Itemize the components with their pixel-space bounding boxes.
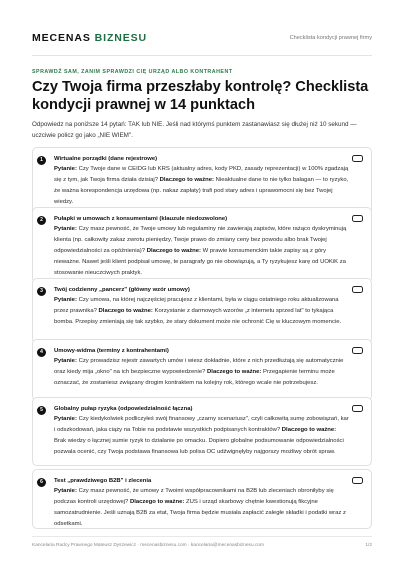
item-checkbox[interactable] <box>352 155 363 162</box>
item-why: Nieaktualne dane to nie tylko bałagan — to ryzyko, że ważna korespondencja urzędowa (np. nakaz zapłaty) trafi pod stary adres i uprawomocni się bez Twojej wiedzy. <box>54 177 349 206</box>
brand-name-second: BIZNESU <box>94 32 148 44</box>
item-title: Test „prawdziwego B2B" i zlecenia <box>54 478 152 484</box>
item-why: Przegapienie terminu może oznaczać, że zostaniesz związany drogim kontraktem na kolejny rok, którego wcale nie potrzebujesz. <box>54 369 335 387</box>
item-title: Umowy-widma (terminy z kontrahentami) <box>54 348 169 354</box>
item-text <box>54 486 349 530</box>
question-label: Pytanie: <box>54 226 77 232</box>
item-question: Czy prowadzisz rejestr zawartych umów i wiesz dokładnie, które z nich przedłużają się automatycznie oraz kiedy mija „okno" na ich bezpieczne wypowiedzenie? <box>54 358 344 376</box>
question-label: Pytanie: <box>54 358 77 364</box>
item-checkbox[interactable] <box>352 286 363 293</box>
item-number-badge: 6 <box>37 478 46 487</box>
lead-paragraph: Odpowiedz na poniższe 14 pytań: TAK lub NIE. Jeśli nad którymś punktem zastanawiasz się dłużej niż 10 sekund — uczciwie policz go jako „NIE WIEM". <box>32 121 357 139</box>
page-number: 1/2 <box>365 543 372 548</box>
item-question: Czy masz pewność, że umowy z Twoimi współpracownikami na B2B lub zleceniach obroniłyby się podczas kontroli urzędowej? <box>54 488 334 506</box>
item-title: Wirtualne porządki (dane rejestrowe) <box>54 156 158 162</box>
item-number-badge: 5 <box>37 406 46 415</box>
item-number-badge: 2 <box>37 216 46 225</box>
page-header <box>32 32 372 50</box>
checklist-item <box>32 207 372 283</box>
header-document-label: Checklista kondycji prawnej firmy <box>289 35 372 41</box>
item-text <box>54 164 349 208</box>
item-text <box>54 295 349 328</box>
header-divider <box>32 55 372 56</box>
item-why: ZUS i urząd skarbowy chętnie kwestionują fikcyjne samozatrudnienie. Jeśli uznają B2B za etat, Twoja firma będzie musiała zapłacić zaległe składki i podatki wraz z odsetkami. <box>54 499 346 528</box>
item-checkbox[interactable] <box>352 215 363 222</box>
question-label: Pytanie: <box>54 416 77 422</box>
checklist-item <box>32 278 372 344</box>
item-question: Czy Twoje dane w CEIDG lub KRS (aktualny adres, kody PKD, zasady reprezentacji) w 100% zgadzają się z tym, jak Twoja firma działa dzisiaj? <box>54 166 349 184</box>
why-label: Dlaczego to ważne: <box>129 499 185 506</box>
item-why: W prawie konsumenckim takie zapisy są z góry nieważne. Nawet jeśli klient podpisał umowę, te paragrafy go nie obowiązują, a Ty ryzykujesz karę od UOKiK za stosowanie nieuczciwych praktyk. <box>54 248 346 277</box>
item-number-badge: 1 <box>37 156 46 165</box>
item-title: Pułapki w umowach z konsumentami (klauzule niedozwolone) <box>54 216 228 222</box>
brand-name-first: MECENAS <box>32 32 91 44</box>
checklist-item <box>32 339 372 401</box>
item-text <box>54 414 349 458</box>
question-label: Pytanie: <box>54 166 77 172</box>
checklist-item <box>32 469 372 529</box>
footer-divider <box>32 536 372 537</box>
eyebrow-text: SPRAWDŹ SAM, ZANIM SPRAWDZI CIĘ URZĄD ALBO KONTRAHENT <box>32 69 233 75</box>
why-label: Dlaczego to ważne: <box>159 177 214 184</box>
item-why: Brak wiedzy o łącznej sumie ryzyk to działanie po omacku. Dopiero globalne podsumowanie odpowiedzialności pozwala ocenić, czy Twoja podstawa finansowa lub polisa OC udźwignęłyby najgorszy możliwy obrót spraw. <box>54 438 344 456</box>
question-label: Pytanie: <box>54 488 77 494</box>
item-question: Czy masz pewność, że Twoje umowy lub regulaminy nie zawierają zapisów, które rażąco dyskryminują klienta (np. całkowity zakaz zwrotu pieniędzy, Twoje prawo do zmiany ceny bez powodu albo brak Twojej odpowiedzialności za opóźnienia)? <box>54 226 347 255</box>
brand-logo <box>32 32 147 44</box>
item-checkbox[interactable] <box>352 405 363 412</box>
item-question: Czy umowa, na której najczęściej pracujesz z klientami, była w ciągu ostatniego roku aktualizowana przez prawnika? <box>54 297 339 315</box>
why-label: Dlaczego to ważne: <box>98 308 153 315</box>
item-checkbox[interactable] <box>352 347 363 354</box>
page-title: Czy Twoja firma przeszłaby kontrolę? Checklista kondycji prawnej w 14 punktach <box>32 79 369 113</box>
item-number-badge: 3 <box>37 287 46 296</box>
item-title: Twój codzienny „pancerz" (główny wzór umowy) <box>54 287 190 293</box>
why-label: Dlaczego to ważne: <box>281 427 337 434</box>
item-why: Korzystanie z darmowych wzorów „z internetu sprzed lat" to tykająca bomba. Przepisy zmieniają się tak szybko, że stary dokument może nie ochronić Cię w kluczowym momencie. <box>54 308 342 326</box>
item-number-badge: 4 <box>37 348 46 357</box>
item-checkbox[interactable] <box>352 477 363 484</box>
item-question: Czy kiedykolwiek podliczyłeś swój finansowy „czarny scenariusz", czyli całkowitą sumę zobowiązań, kar i odszkodowań, jaka ciąży na Tobie na podstawie wszystkich podpisanych kontraktów? <box>54 416 349 434</box>
why-label: Dlaczego to ważne: <box>207 369 262 376</box>
question-label: Pytanie: <box>54 297 77 303</box>
item-text <box>54 356 349 389</box>
footer-contact: Kancelaria Radcy Prawnego Mateusz Dyszewicz · mecenasbiznesu.com · kancelaria@mecenasbiznesu.com <box>32 543 265 548</box>
item-text <box>54 224 349 279</box>
checklist-item <box>32 397 372 466</box>
why-label: Dlaczego to ważne: <box>146 248 202 255</box>
item-title: Globalny pułap ryzyka (odpowiedzialność łączna) <box>54 406 193 412</box>
